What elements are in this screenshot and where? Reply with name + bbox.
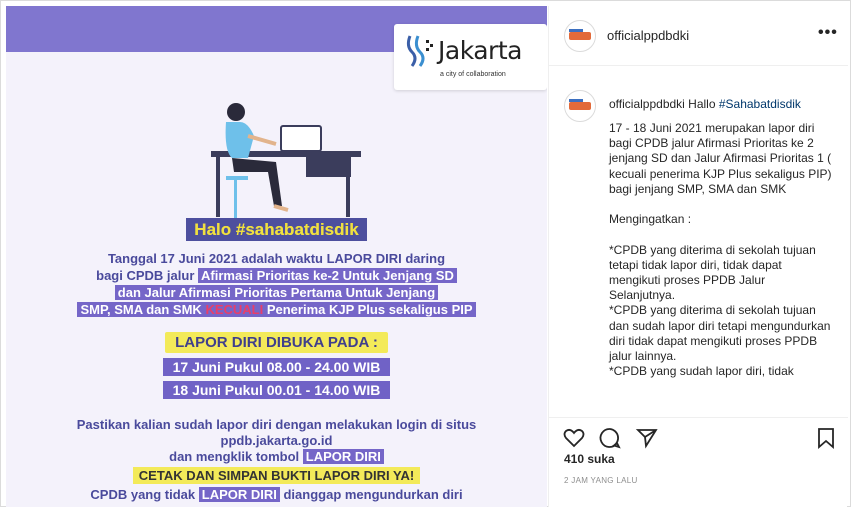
time-slot-1: 17 Juni Pukul 08.00 - 24.00 WIB bbox=[6, 358, 547, 377]
time-slot-2: 18 Juni Pukul 00.01 - 14.00 WIB bbox=[6, 381, 547, 400]
jakarta-logo-icon bbox=[404, 32, 434, 70]
like-count[interactable]: 410 suka bbox=[564, 452, 615, 466]
caption-avatar[interactable] bbox=[564, 90, 596, 122]
caption-username-link[interactable]: officialppdbdki bbox=[609, 97, 685, 111]
caption-area bbox=[549, 66, 848, 418]
logo-subtitle: a city of collaboration bbox=[440, 71, 506, 78]
username-link[interactable]: officialppdbdki bbox=[607, 28, 690, 43]
bookmark-icon[interactable] bbox=[814, 426, 838, 450]
share-icon[interactable] bbox=[635, 426, 659, 450]
info-line-7: dan mengklik tombol LAPOR DIRI bbox=[6, 448, 547, 465]
post-image[interactable] bbox=[6, 6, 547, 507]
avatar[interactable] bbox=[564, 20, 596, 52]
info-line-6: ppdb.jakarta.go.id bbox=[220, 433, 333, 448]
jakarta-logo bbox=[394, 24, 547, 90]
info-line-4: SMP, SMA dan SMK KECUALI Penerima KJP Plus sekaligus PIP bbox=[6, 301, 547, 318]
more-icon[interactable]: ••• bbox=[818, 24, 838, 41]
greeting-banner: Halo #sahabatdisdik bbox=[6, 220, 547, 240]
lapor-header: LAPOR DIRI DIBUKA PADA : bbox=[6, 332, 547, 353]
info-line-2: bagi CPDB jalur Afirmasi Prioritas ke-2 Untuk Jenjang SD bbox=[6, 267, 547, 284]
info-line-5: Pastikan kalian sudah lapor diri dengan melakukan login di situs bbox=[76, 417, 477, 432]
caption-text: 17 - 18 Juni 2021 merupakan lapor diri bagi CPDB jalur Afirmasi Prioritas ke 2 jenjang SD dan Jalur Afirmasi Prioritas 1 ( kecuali penerima KJP Plus sekaligus PIP) bagi jenjang SMP, SMA dan SMK Mengingatkan : *CPDB yang diterima di sekolah tujuan tetapi tidak lapor diri, tidak dapat mengikuti proses PPDB Jalur Selanjutnya. *CPDB yang diterima di sekolah tujuan dan sudah lapor diri tetapi mengundurkan diri tidak dapat mengikuti proses PPDB jalur lainnya. *CPDB yang sudah lapor diri, tidak bbox=[609, 121, 832, 379]
post-sidebar bbox=[548, 6, 847, 507]
info-line-1: Tanggal 17 Juni 2021 adalah waktu LAPOR DIRI daring bbox=[107, 251, 446, 266]
caption-header: officialppdbdki Hallo #Sahabatdisdik bbox=[609, 97, 801, 111]
info-line-8: CETAK DAN SIMPAN BUKTI LAPOR DIRI YA! bbox=[6, 467, 547, 484]
comment-icon[interactable] bbox=[598, 426, 622, 450]
info-line-3: dan Jalur Afirmasi Prioritas Pertama Untuk Jenjang bbox=[6, 284, 547, 301]
info-line-9: CPDB yang tidak LAPOR DIRI dianggap mengundurkan diri bbox=[90, 487, 463, 502]
hashtag-link[interactable]: #Sahabatdisdik bbox=[718, 97, 801, 111]
student-at-desk-illustration bbox=[196, 96, 366, 226]
post-header bbox=[549, 6, 848, 66]
logo-text: Jakarta bbox=[438, 36, 522, 65]
heart-icon[interactable] bbox=[562, 426, 586, 450]
post-timestamp[interactable]: 2 JAM YANG LALU bbox=[564, 476, 638, 485]
